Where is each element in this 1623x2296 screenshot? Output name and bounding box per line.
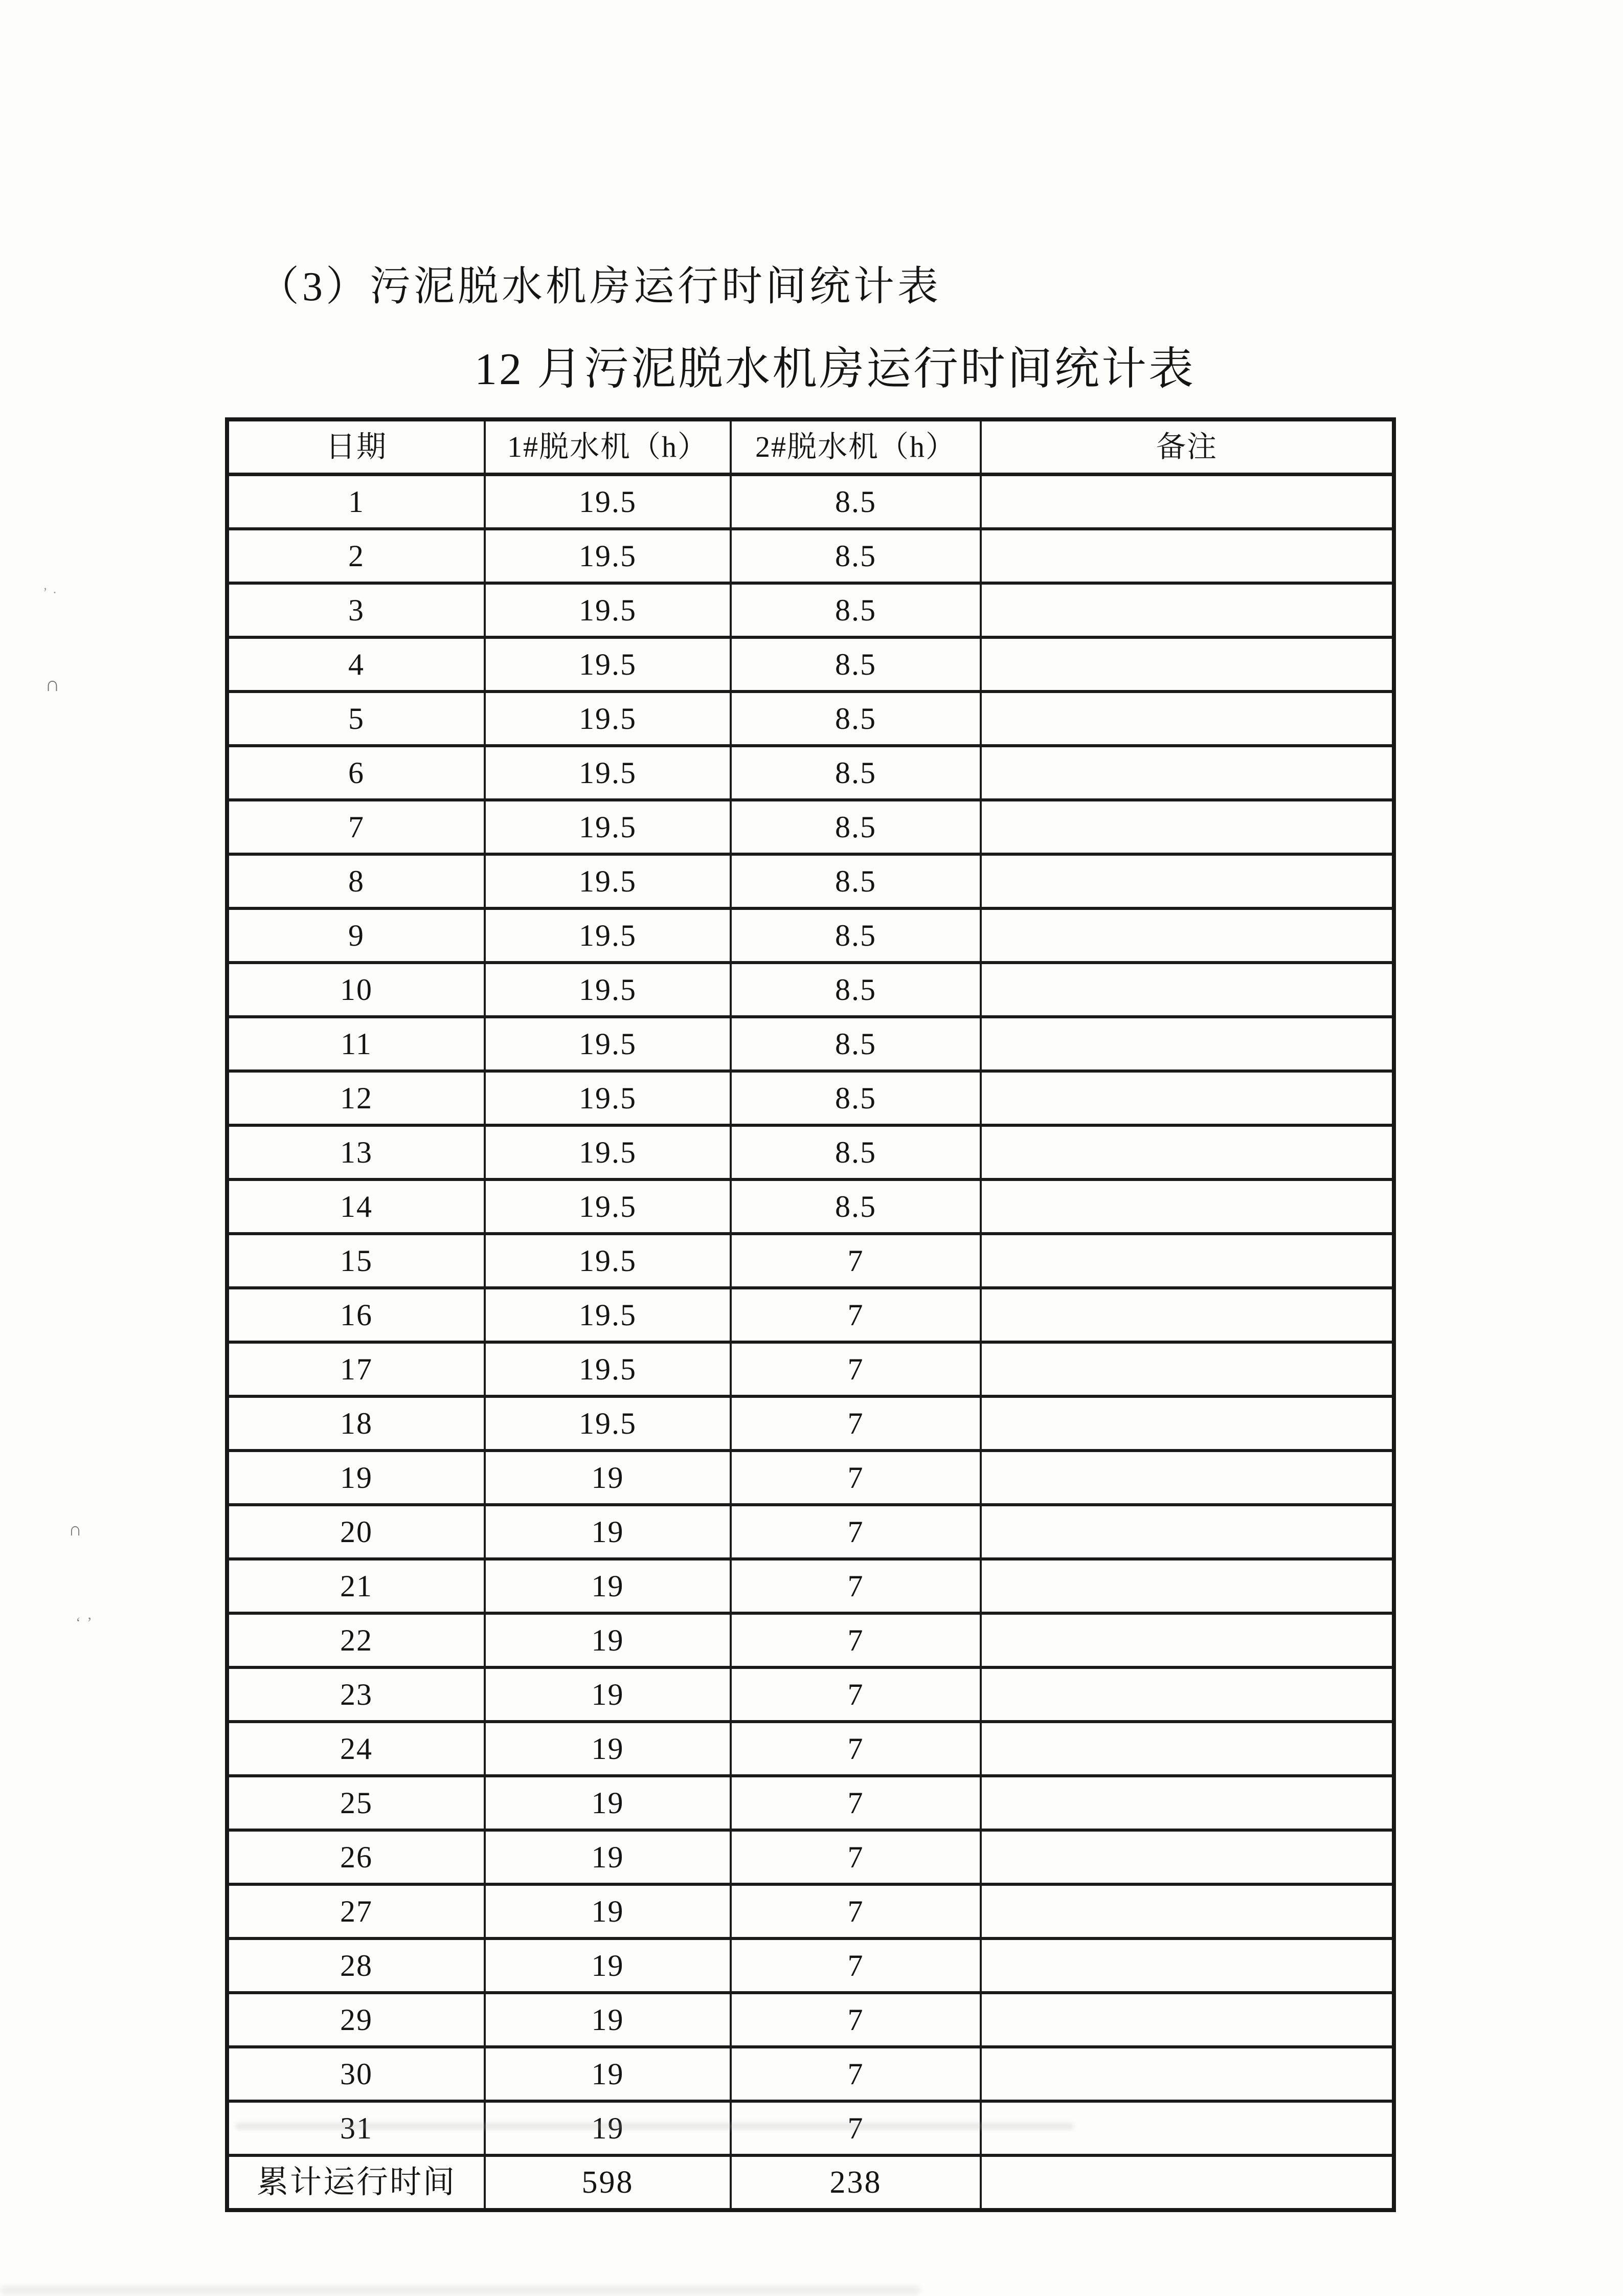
date-cell: 5 bbox=[227, 692, 485, 746]
day-row bbox=[227, 475, 1394, 529]
remark-cell bbox=[981, 583, 1394, 637]
day-row bbox=[227, 1993, 1394, 2047]
machine2-cell: 7 bbox=[731, 1396, 981, 1451]
machine2-cell: 8.5 bbox=[731, 1179, 981, 1234]
date-cell: 12 bbox=[227, 1071, 485, 1125]
machine1-cell: 19.5 bbox=[485, 529, 731, 583]
machine2-cell: 8.5 bbox=[731, 583, 981, 637]
date-cell: 4 bbox=[227, 637, 485, 692]
date-cell: 1 bbox=[227, 475, 485, 529]
day-row bbox=[227, 1884, 1394, 1938]
machine1-cell: 19 bbox=[485, 1830, 731, 1884]
date-cell: 7 bbox=[227, 800, 485, 854]
date-cell: 17 bbox=[227, 1342, 485, 1396]
machine1-cell: 19 bbox=[485, 1993, 731, 2047]
date-cell: 21 bbox=[227, 1559, 485, 1613]
remark-cell bbox=[981, 475, 1394, 529]
machine1-cell: 19 bbox=[485, 2047, 731, 2101]
day-row bbox=[227, 1722, 1394, 1776]
machine1-cell: 19 bbox=[485, 1722, 731, 1776]
scan-artifact: ∩ bbox=[69, 1519, 82, 1540]
remark-cell bbox=[981, 1505, 1394, 1559]
machine2-cell: 8.5 bbox=[731, 475, 981, 529]
date-cell: 11 bbox=[227, 1017, 485, 1071]
machine1-cell: 19.5 bbox=[485, 1179, 731, 1234]
machine2-cell: 7 bbox=[731, 1613, 981, 1667]
machine2-cell: 8.5 bbox=[731, 529, 981, 583]
machine2-cell: 238 bbox=[731, 2155, 981, 2210]
machine2-cell: 8.5 bbox=[731, 1071, 981, 1125]
machine1-cell: 19.5 bbox=[485, 908, 731, 963]
date-cell: 18 bbox=[227, 1396, 485, 1451]
remark-cell bbox=[981, 746, 1394, 800]
date-cell: 8 bbox=[227, 854, 485, 908]
machine2-cell: 7 bbox=[731, 1722, 981, 1776]
remark-cell bbox=[981, 1288, 1394, 1342]
day-row bbox=[227, 854, 1394, 908]
day-row bbox=[227, 1505, 1394, 1559]
date-cell: 24 bbox=[227, 1722, 485, 1776]
date-cell: 16 bbox=[227, 1288, 485, 1342]
scan-artifact: ‘’ bbox=[76, 1614, 98, 1631]
date-cell: 26 bbox=[227, 1830, 485, 1884]
machine2-cell: 7 bbox=[731, 1234, 981, 1288]
remark-cell bbox=[981, 1722, 1394, 1776]
machine1-cell: 19.5 bbox=[485, 1071, 731, 1125]
day-row bbox=[227, 2047, 1394, 2101]
date-cell: 累计运行时间 bbox=[227, 2155, 485, 2210]
scan-artifact: ’· bbox=[43, 585, 62, 600]
machine2-cell: 7 bbox=[731, 1505, 981, 1559]
day-row bbox=[227, 1342, 1394, 1396]
remark-cell bbox=[981, 1559, 1394, 1613]
machine2-cell: 7 bbox=[731, 1667, 981, 1722]
machine1-cell: 19.5 bbox=[485, 800, 731, 854]
machine2-cell: 7 bbox=[731, 1884, 981, 1938]
header-remark: 备注 bbox=[981, 419, 1394, 475]
machine1-cell: 19.5 bbox=[485, 1234, 731, 1288]
machine1-cell: 19 bbox=[485, 1613, 731, 1667]
day-row bbox=[227, 1071, 1394, 1125]
day-row bbox=[227, 908, 1394, 963]
machine2-cell: 7 bbox=[731, 1830, 981, 1884]
remark-cell bbox=[981, 1667, 1394, 1722]
machine1-cell: 19 bbox=[485, 1938, 731, 1993]
remark-cell bbox=[981, 2155, 1394, 2210]
machine1-cell: 19.5 bbox=[485, 583, 731, 637]
day-row bbox=[227, 1179, 1394, 1234]
machine1-cell: 19.5 bbox=[485, 746, 731, 800]
machine2-cell: 8.5 bbox=[731, 854, 981, 908]
table-title: 12 月污泥脱水机房运行时间统计表 bbox=[475, 345, 1196, 394]
machine2-cell: 8.5 bbox=[731, 746, 981, 800]
runtime-table bbox=[225, 417, 1396, 2212]
date-cell: 2 bbox=[227, 529, 485, 583]
remark-cell bbox=[981, 1938, 1394, 1993]
day-row bbox=[227, 963, 1394, 1017]
date-cell: 22 bbox=[227, 1613, 485, 1667]
remark-cell bbox=[981, 2047, 1394, 2101]
machine2-cell: 7 bbox=[731, 1559, 981, 1613]
remark-cell bbox=[981, 1451, 1394, 1505]
day-row bbox=[227, 800, 1394, 854]
document-heading: （3）污泥脱水机房运行时间统计表 bbox=[258, 264, 941, 309]
scan-smudge bbox=[0, 2286, 920, 2294]
remark-cell bbox=[981, 1830, 1394, 1884]
total-row bbox=[227, 2155, 1394, 2210]
day-row bbox=[227, 1559, 1394, 1613]
header-machine1: 1#脱水机（h） bbox=[485, 419, 731, 475]
scan-smudge bbox=[235, 2123, 1074, 2130]
machine2-cell: 7 bbox=[731, 1342, 981, 1396]
machine1-cell: 19 bbox=[485, 1776, 731, 1830]
day-row bbox=[227, 529, 1394, 583]
day-row bbox=[227, 692, 1394, 746]
machine1-cell: 19.5 bbox=[485, 1342, 731, 1396]
day-row bbox=[227, 583, 1394, 637]
remark-cell bbox=[981, 854, 1394, 908]
header-date: 日期 bbox=[227, 419, 485, 475]
machine2-cell: 8.5 bbox=[731, 908, 981, 963]
scan-artifact: ∩ bbox=[45, 673, 60, 696]
remark-cell bbox=[981, 637, 1394, 692]
machine2-cell: 7 bbox=[731, 1288, 981, 1342]
machine1-cell: 19.5 bbox=[485, 475, 731, 529]
machine1-cell: 19 bbox=[485, 1559, 731, 1613]
machine1-cell: 598 bbox=[485, 2155, 731, 2210]
date-cell: 14 bbox=[227, 1179, 485, 1234]
machine1-cell: 19.5 bbox=[485, 1125, 731, 1179]
remark-cell bbox=[981, 1884, 1394, 1938]
date-cell: 23 bbox=[227, 1667, 485, 1722]
machine2-cell: 8.5 bbox=[731, 692, 981, 746]
date-cell: 6 bbox=[227, 746, 485, 800]
date-cell: 13 bbox=[227, 1125, 485, 1179]
date-cell: 30 bbox=[227, 2047, 485, 2101]
date-cell: 25 bbox=[227, 1776, 485, 1830]
day-row bbox=[227, 1613, 1394, 1667]
remark-cell bbox=[981, 963, 1394, 1017]
machine1-cell: 19.5 bbox=[485, 854, 731, 908]
header-machine2: 2#脱水机（h） bbox=[731, 419, 981, 475]
date-cell: 3 bbox=[227, 583, 485, 637]
day-row bbox=[227, 1830, 1394, 1884]
header-row bbox=[227, 419, 1394, 475]
machine2-cell: 7 bbox=[731, 1938, 981, 1993]
remark-cell bbox=[981, 1396, 1394, 1451]
remark-cell bbox=[981, 1993, 1394, 2047]
machine2-cell: 7 bbox=[731, 1993, 981, 2047]
date-cell: 9 bbox=[227, 908, 485, 963]
remark-cell bbox=[981, 1125, 1394, 1179]
day-row bbox=[227, 1125, 1394, 1179]
machine1-cell: 19 bbox=[485, 1505, 731, 1559]
date-cell: 28 bbox=[227, 1938, 485, 1993]
day-row bbox=[227, 1776, 1394, 1830]
remark-cell bbox=[981, 1613, 1394, 1667]
day-row bbox=[227, 637, 1394, 692]
day-row bbox=[227, 1938, 1394, 1993]
machine2-cell: 7 bbox=[731, 1776, 981, 1830]
remark-cell bbox=[981, 1776, 1394, 1830]
machine1-cell: 19.5 bbox=[485, 1396, 731, 1451]
day-row bbox=[227, 1396, 1394, 1451]
date-cell: 19 bbox=[227, 1451, 485, 1505]
remark-cell bbox=[981, 1342, 1394, 1396]
machine2-cell: 7 bbox=[731, 1451, 981, 1505]
remark-cell bbox=[981, 692, 1394, 746]
remark-cell bbox=[981, 800, 1394, 854]
day-row bbox=[227, 746, 1394, 800]
date-cell: 31 bbox=[227, 2101, 485, 2155]
remark-cell bbox=[981, 1179, 1394, 1234]
machine2-cell: 8.5 bbox=[731, 800, 981, 854]
machine2-cell: 8.5 bbox=[731, 963, 981, 1017]
machine2-cell: 8.5 bbox=[731, 637, 981, 692]
remark-cell bbox=[981, 908, 1394, 963]
date-cell: 20 bbox=[227, 1505, 485, 1559]
machine1-cell: 19.5 bbox=[485, 637, 731, 692]
machine1-cell: 19 bbox=[485, 1451, 731, 1505]
day-row bbox=[227, 1288, 1394, 1342]
day-row bbox=[227, 1017, 1394, 1071]
date-cell: 27 bbox=[227, 1884, 485, 1938]
machine2-cell: 7 bbox=[731, 2101, 981, 2155]
machine1-cell: 19.5 bbox=[485, 1017, 731, 1071]
machine2-cell: 8.5 bbox=[731, 1017, 981, 1071]
machine1-cell: 19.5 bbox=[485, 692, 731, 746]
date-cell: 29 bbox=[227, 1993, 485, 2047]
machine2-cell: 7 bbox=[731, 2047, 981, 2101]
day-row bbox=[227, 1451, 1394, 1505]
machine1-cell: 19.5 bbox=[485, 1288, 731, 1342]
remark-cell bbox=[981, 1017, 1394, 1071]
remark-cell bbox=[981, 529, 1394, 583]
machine1-cell: 19 bbox=[485, 1667, 731, 1722]
machine2-cell: 8.5 bbox=[731, 1125, 981, 1179]
day-row bbox=[227, 1667, 1394, 1722]
remark-cell bbox=[981, 1234, 1394, 1288]
day-row bbox=[227, 1234, 1394, 1288]
machine1-cell: 19.5 bbox=[485, 963, 731, 1017]
remark-cell bbox=[981, 1071, 1394, 1125]
machine1-cell: 19 bbox=[485, 2101, 731, 2155]
date-cell: 10 bbox=[227, 963, 485, 1017]
table-body bbox=[227, 475, 1394, 2211]
date-cell: 15 bbox=[227, 1234, 485, 1288]
machine1-cell: 19 bbox=[485, 1884, 731, 1938]
